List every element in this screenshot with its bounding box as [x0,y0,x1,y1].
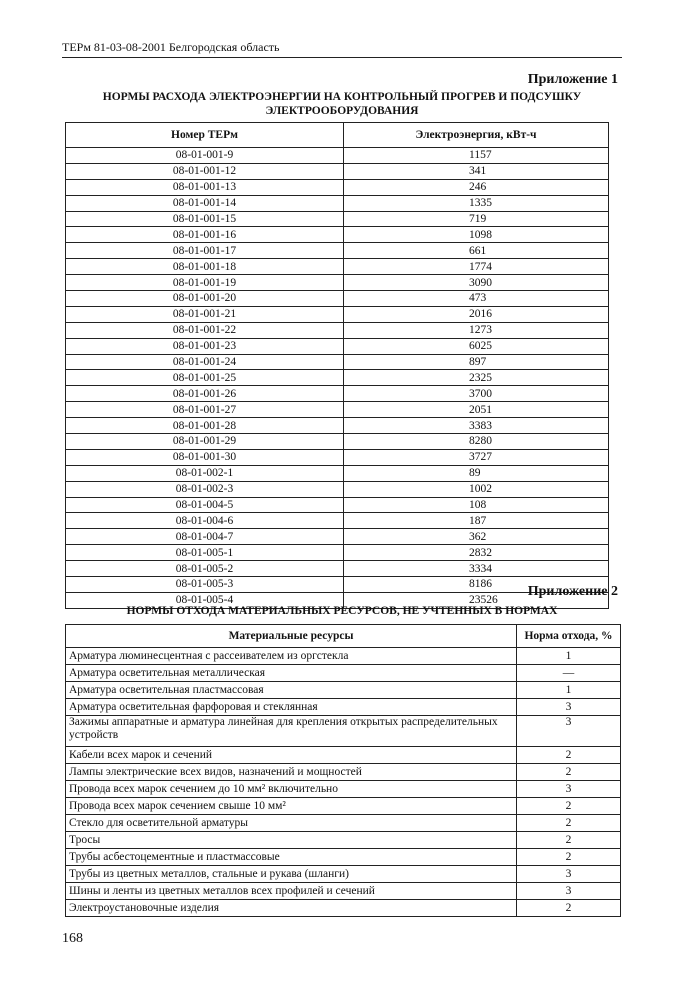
energy-value-cell: 3700 [344,386,609,402]
material-cell: Трубы асбестоцементные и пластмассовые [66,849,517,866]
waste-norm-cell: 2 [517,798,621,815]
waste-norm-cell: 2 [517,832,621,849]
table-row [66,211,609,227]
energy-value-cell: 187 [344,513,609,529]
table-row [66,832,621,849]
table-row [66,545,609,561]
term-number-cell: 08-01-001-23 [66,338,344,354]
table-row [66,699,621,716]
term-number-cell: 08-01-004-7 [66,529,344,545]
col-header-materials: Материальные ресурсы [66,625,517,648]
energy-value-cell: 89 [344,465,609,481]
table-row [66,883,621,900]
table-row [66,716,621,747]
material-cell: Шины и ленты из цветных металлов всех профилей и сечений [66,883,517,900]
table-row [66,849,621,866]
term-number-cell: 08-01-001-28 [66,418,344,434]
table-row [66,866,621,883]
material-cell: Зажимы аппаратные и арматура линейная для крепления открытых распределительных устройств [66,716,517,747]
table-row [66,386,609,402]
waste-norm-cell: 3 [517,716,621,747]
table-row [66,291,609,307]
waste-norm-cell: 1 [517,648,621,665]
energy-value-cell: 1335 [344,195,609,211]
energy-value-cell: 1002 [344,481,609,497]
term-number-cell: 08-01-005-4 [66,592,344,608]
material-cell: Кабели всех марок и сечений [66,747,517,764]
table-row [66,481,609,497]
term-number-cell: 08-01-001-27 [66,402,344,418]
term-number-cell: 08-01-001-9 [66,148,344,164]
waste-norm-cell: 1 [517,682,621,699]
appendix-1-title-line2: ЭЛЕКТРООБОРУДОВАНИЯ [265,105,419,117]
table-row [66,243,609,259]
material-cell: Арматура люминесцентная с рассеивателем из оргстекла [66,648,517,665]
energy-value-cell: 1774 [344,259,609,275]
table-row [66,402,609,418]
table-row [66,497,609,513]
term-number-cell: 08-01-001-15 [66,211,344,227]
table-header-row [66,625,621,648]
term-number-cell: 08-01-001-22 [66,322,344,338]
table-row [66,815,621,832]
energy-value-cell: 362 [344,529,609,545]
energy-value-cell: 3334 [344,561,609,577]
table-row [66,648,621,665]
term-number-cell: 08-01-001-13 [66,179,344,195]
term-number-cell: 08-01-001-12 [66,163,344,179]
term-number-cell: 08-01-001-21 [66,306,344,322]
energy-value-cell: 1273 [344,322,609,338]
table-row [66,195,609,211]
waste-norm-cell: 3 [517,781,621,798]
term-number-cell: 08-01-001-30 [66,449,344,465]
page-number: 168 [62,931,83,946]
energy-value-cell: 473 [344,291,609,307]
energy-value-cell: 341 [344,163,609,179]
waste-norm-cell: 2 [517,815,621,832]
material-cell: Арматура осветительная пластмассовая [66,682,517,699]
table-row [66,370,609,386]
table-row [66,764,621,781]
table-row [66,529,609,545]
material-cell: Трубы из цветных металлов, стальные и рукава (шланги) [66,866,517,883]
term-number-cell: 08-01-001-19 [66,275,344,291]
appendix-1-title-line1: НОРМЫ РАСХОДА ЭЛЕКТРОЭНЕРГИИ НА КОНТРОЛЬНЫЙ ПРОГРЕВ И ПОДСУШКУ [102,91,582,103]
term-number-cell: 08-01-001-18 [66,259,344,275]
table-row [66,418,609,434]
waste-norm-cell: 2 [517,764,621,781]
appendix-2-title: НОРМЫ ОТХОДА МАТЕРИАЛЬНЫХ РЕСУРСОВ, НЕ УЧТЕННЫХ В НОРМАХ [126,605,558,617]
material-cell: Провода всех марок сечением до 10 мм² включительно [66,781,517,798]
term-number-cell: 08-01-001-20 [66,291,344,307]
energy-value-cell: 108 [344,497,609,513]
term-number-cell: 08-01-001-17 [66,243,344,259]
table-row [66,798,621,815]
term-number-cell: 08-01-001-25 [66,370,344,386]
material-cell: Арматура осветительная фарфоровая и стеклянная [66,699,517,716]
energy-norms-table [65,122,609,609]
term-number-cell: 08-01-005-1 [66,545,344,561]
table-row [66,465,609,481]
energy-value-cell: 3727 [344,449,609,465]
table-row [66,163,609,179]
appendix-1-title [62,90,622,118]
waste-norm-cell: 3 [517,883,621,900]
table-row [66,275,609,291]
energy-value-cell: 3383 [344,418,609,434]
energy-value-cell: 1098 [344,227,609,243]
table-row [66,561,609,577]
term-number-cell: 08-01-001-14 [66,195,344,211]
table-row [66,306,609,322]
running-header: ТЕРм 81-03-08-2001 Белгородская область [62,40,622,58]
term-number-cell: 08-01-002-1 [66,465,344,481]
table-row [66,259,609,275]
term-number-cell: 08-01-001-29 [66,434,344,450]
energy-value-cell: 661 [344,243,609,259]
col-header-energy: Электроэнергия, кВт-ч [344,123,609,148]
table-row [66,747,621,764]
energy-value-cell: 246 [344,179,609,195]
term-number-cell: 08-01-001-16 [66,227,344,243]
energy-value-cell: 2051 [344,402,609,418]
appendix-2-label: Приложение 2 [527,584,618,599]
col-header-waste-norm: Норма отхода, % [517,625,621,648]
material-cell: Арматура осветительная металлическая [66,665,517,682]
energy-value-cell: 8280 [344,434,609,450]
waste-norms-table [65,624,621,917]
material-cell: Стекло для осветительной арматуры [66,815,517,832]
energy-value-cell: 2016 [344,306,609,322]
appendix-1-label: Приложение 1 [527,72,618,87]
table-row [66,781,621,798]
table-row [66,322,609,338]
energy-value-cell: 1157 [344,148,609,164]
energy-value-cell: 2832 [344,545,609,561]
energy-value-cell: 6025 [344,338,609,354]
energy-value-cell: 719 [344,211,609,227]
term-number-cell: 08-01-004-6 [66,513,344,529]
col-header-term-number: Номер ТЕРм [66,123,344,148]
material-cell: Провода всех марок сечением свыше 10 мм² [66,798,517,815]
table-header-row [66,123,609,148]
waste-norm-cell: 2 [517,900,621,917]
waste-norm-cell: 2 [517,849,621,866]
energy-value-cell: 2325 [344,370,609,386]
table-row [66,148,609,164]
table-row [66,354,609,370]
energy-value-cell: 8186 [344,577,609,593]
waste-norm-cell: 3 [517,866,621,883]
waste-norm-cell: — [517,665,621,682]
material-cell: Электроустановочные изделия [66,900,517,917]
energy-value-cell: 3090 [344,275,609,291]
energy-value-cell: 897 [344,354,609,370]
material-cell: Тросы [66,832,517,849]
table-row [66,900,621,917]
table-row [66,434,609,450]
waste-norm-cell: 2 [517,747,621,764]
term-number-cell: 08-01-005-3 [66,577,344,593]
waste-norm-cell: 3 [517,699,621,716]
material-cell: Лампы электрические всех видов, назначений и мощностей [66,764,517,781]
term-number-cell: 08-01-001-24 [66,354,344,370]
term-number-cell: 08-01-005-2 [66,561,344,577]
table-row [66,338,609,354]
term-number-cell: 08-01-004-5 [66,497,344,513]
energy-value-cell: 23526 [344,592,609,608]
term-number-cell: 08-01-002-3 [66,481,344,497]
term-number-cell: 08-01-001-26 [66,386,344,402]
table-row [66,449,609,465]
table-row [66,227,609,243]
table-row [66,513,609,529]
table-row [66,665,621,682]
table-row [66,682,621,699]
table-row [66,179,609,195]
